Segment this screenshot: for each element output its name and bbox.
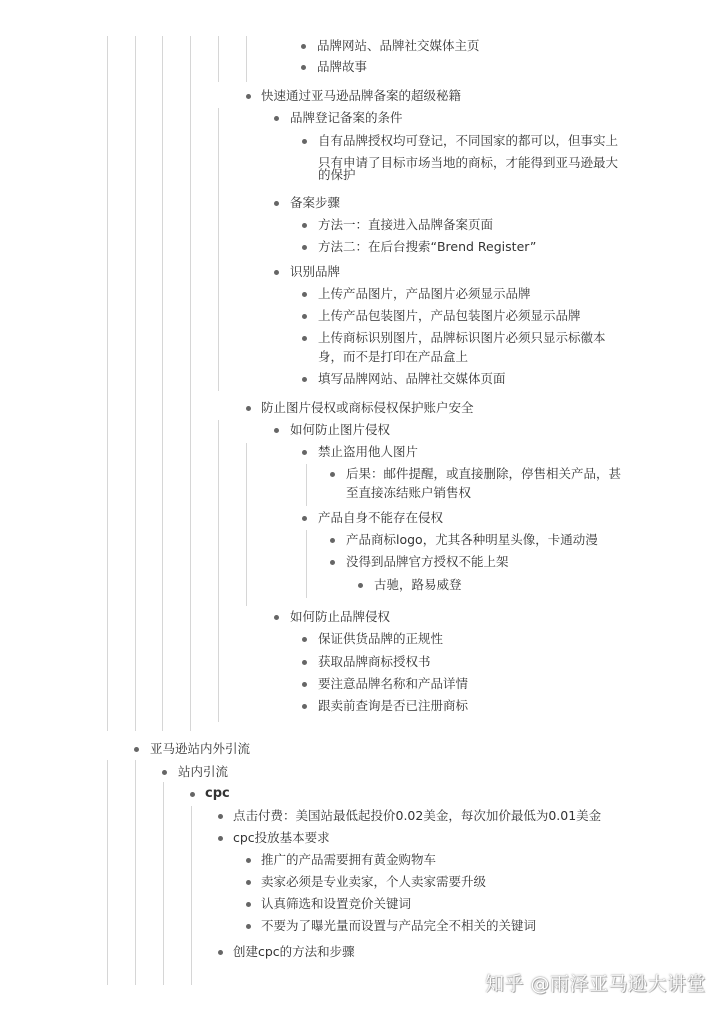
outline-text: 创建cpc的方法和步骤 (233, 944, 355, 959)
outline-text: cpc (205, 786, 230, 801)
outline-item (0, 628, 720, 650)
bullet-icon (302, 292, 307, 297)
outline-text: 如何防止图片侵权 (290, 422, 391, 437)
bullet-icon (302, 637, 307, 642)
bullet-icon (302, 336, 307, 341)
bullet-icon (301, 44, 306, 49)
outline-text: 卖家必须是专业卖家，个人卖家需要升级 (261, 874, 487, 889)
bullet-icon (218, 950, 223, 955)
outline-item (0, 236, 720, 258)
outline-text: 推广的产品需要拥有黄金购物车 (261, 852, 437, 867)
bullet-icon (190, 792, 195, 797)
bullet-icon (274, 428, 279, 433)
outline-text: 后果：邮件提醒，或直接删除，停售相关产品，甚 (346, 466, 622, 481)
outline-item (0, 871, 720, 893)
outline-item (0, 283, 720, 305)
outline-text: 不要为了曝光量而设置与产品完全不相关的关键词 (261, 918, 537, 933)
bullet-icon (302, 682, 307, 687)
outline-item (0, 574, 720, 596)
outline-text: 要注意品牌名称和产品详情 (318, 676, 469, 691)
bullet-icon (162, 770, 167, 775)
bullet-icon (274, 615, 279, 620)
outline-text: 备案步骤 (290, 195, 341, 210)
outline-text: 跟卖前查询是否已注册商标 (318, 698, 469, 713)
outline-item (0, 805, 720, 827)
outline-text: 方法一：直接进入品牌备案页面 (318, 217, 494, 232)
outline-item (0, 827, 720, 849)
outline-text: 防止图片侵权或商标侵权保护账户安全 (261, 400, 474, 415)
outline-item (0, 192, 720, 214)
outline-text: 没得到品牌官方授权不能上架 (346, 554, 509, 569)
bullet-icon (246, 858, 251, 863)
bullet-icon (302, 660, 307, 665)
outline-item (0, 419, 720, 441)
outline-item (0, 529, 720, 551)
outline-text: 身，而不是打印在产品盒上 (318, 349, 469, 364)
outline-text: 点击付费：美国站最低起投价0.02美金，每次加价最低为0.01美金 (233, 808, 602, 823)
bullet-icon (302, 377, 307, 382)
outline-item-continuation (0, 346, 720, 368)
outline-item (0, 673, 720, 695)
outline-text: 产品自身不能存在侵权 (318, 510, 444, 525)
bullet-icon (246, 902, 251, 907)
outline-text: 至直接冻结账户销售权 (346, 485, 472, 500)
outline-text: 古驰，路易威登 (374, 577, 462, 592)
outline-text: 获取品牌商标授权书 (318, 654, 431, 669)
outline-text: 保证供货品牌的正规性 (318, 631, 444, 646)
outline-text: 如何防止品牌侵权 (290, 609, 391, 624)
outline-text: 禁止盗用他人图片 (318, 444, 419, 459)
outline-text: 识别品牌 (290, 264, 341, 279)
outline-item (0, 941, 720, 963)
bullet-icon (302, 223, 307, 228)
outline-text: 上传产品包装图片，产品包装图片必须显示品牌 (318, 308, 581, 323)
outline-text: cpc投放基本要求 (233, 830, 330, 845)
outline-item (0, 783, 720, 805)
outline-text: 认真筛选和设置竞价关键词 (261, 896, 412, 911)
outline-item (0, 651, 720, 673)
outline-text: 亚马逊站内外引流 (150, 741, 251, 756)
bullet-icon (246, 94, 251, 99)
outline-item (0, 738, 720, 760)
outline-item (0, 849, 720, 871)
outline-text: 上传商标识别图片，品牌标识图片必须只显示标徽本 (318, 330, 606, 345)
outline-text: 的保护 (318, 167, 356, 182)
bullet-icon (330, 560, 335, 565)
outline-item (0, 441, 720, 463)
outline-item (0, 35, 720, 57)
outline-text: 品牌登记备案的条件 (290, 110, 403, 125)
bullet-icon (302, 704, 307, 709)
watermark: 知乎 @雨泽亚马逊大讲堂 (484, 973, 706, 995)
bullet-icon (302, 516, 307, 521)
outline-text: 品牌故事 (317, 59, 368, 74)
bullet-icon (246, 880, 251, 885)
outline-item (0, 761, 720, 783)
bullet-icon (330, 538, 335, 543)
outline-item (0, 56, 720, 78)
outline-item (0, 261, 720, 283)
bullet-icon (274, 116, 279, 121)
bullet-icon (274, 201, 279, 206)
outline-item (0, 397, 720, 419)
bullet-icon (302, 314, 307, 319)
bullet-icon (218, 814, 223, 819)
outline-item (0, 606, 720, 628)
outline-item (0, 85, 720, 107)
outline-item (0, 130, 720, 152)
outline-item (0, 893, 720, 915)
bullet-icon (301, 65, 306, 70)
bullet-icon (302, 450, 307, 455)
bullet-icon (246, 924, 251, 929)
outline-text: 产品商标logo，尤其各种明星头像，卡通动漫 (346, 532, 598, 547)
outline-item (0, 214, 720, 236)
outline-item (0, 368, 720, 390)
outline-item (0, 305, 720, 327)
outline-item (0, 507, 720, 529)
outline-text: 站内引流 (178, 764, 229, 779)
bullet-icon (302, 245, 307, 250)
bullet-icon (302, 139, 307, 144)
bullet-icon (134, 747, 139, 752)
outline-text: 自有品牌授权均可登记，不同国家的都可以，但事实上 (318, 133, 619, 148)
bullet-icon (358, 583, 363, 588)
outline-item-continuation (0, 482, 720, 504)
outline-text: 快速通过亚马逊品牌备案的超级秘籍 (261, 88, 462, 103)
bullet-icon (274, 270, 279, 275)
outline-text: 上传产品图片，产品图片必须显示品牌 (318, 286, 531, 301)
bullet-icon (246, 406, 251, 411)
bullet-icon (330, 472, 335, 477)
outline-item-continuation (0, 164, 720, 186)
outline-item (0, 695, 720, 717)
outline-item (0, 107, 720, 129)
outline-item (0, 915, 720, 937)
outline-text: 方法二：在后台搜索“Brend Register” (318, 239, 537, 254)
outline-item (0, 551, 720, 573)
outline-text: 品牌网站、品牌社交媒体主页 (317, 38, 480, 53)
outline-text: 只有申请了目标市场当地的商标，才能得到亚马逊最大 (318, 155, 619, 170)
bullet-icon (218, 836, 223, 841)
outline-text: 填写品牌网站、品牌社交媒体页面 (318, 371, 506, 386)
